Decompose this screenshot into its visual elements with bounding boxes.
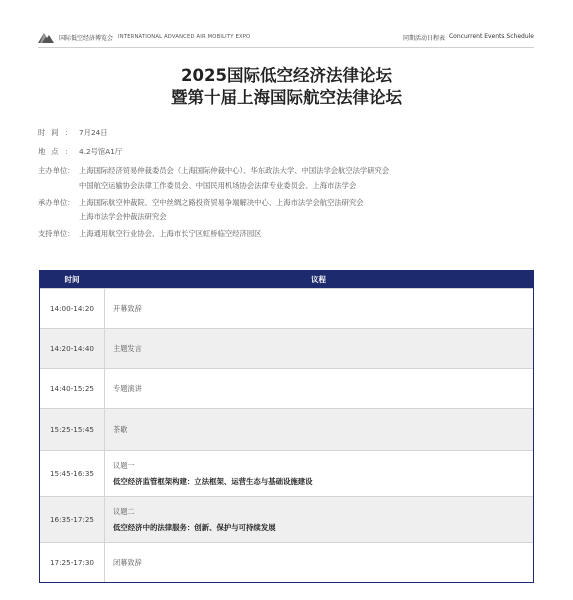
agenda-item-title: 闭幕致辞	[113, 557, 142, 567]
info-organizer-label: 承办单位：	[38, 197, 75, 207]
agenda-time: 16:35-17:25	[49, 515, 95, 524]
agenda-item	[104, 543, 533, 582]
agenda-item	[104, 497, 533, 542]
info-time-value: 7月24日	[79, 127, 108, 137]
header-divider	[38, 47, 534, 48]
table-row	[40, 450, 533, 496]
info-time-row	[38, 123, 538, 142]
info-host-row	[38, 161, 538, 180]
page-header	[38, 27, 534, 47]
info-support-line1: 上海通用航空行业协会、上海市长宁区虹桥临空经济园区	[79, 228, 262, 238]
agenda-time: 17:25-17:30	[49, 558, 95, 567]
agenda-time: 15:25-15:45	[49, 425, 95, 434]
info-place-row	[38, 142, 538, 161]
agenda-time: 14:40-15:25	[49, 384, 95, 393]
agenda-item-topic: 低空经济中的法律服务：创新、保护与可持续发展	[113, 522, 276, 532]
table-row	[40, 368, 533, 408]
agenda-time: 14:00-14:20	[49, 304, 95, 313]
info-support-label: 支持单位：	[38, 228, 75, 238]
table-row	[40, 328, 533, 368]
brand-name-cn: 国际低空经济博览会	[59, 34, 114, 42]
agenda-item	[104, 451, 533, 496]
agenda-time: 15:45-16:35	[49, 469, 95, 478]
header-subtitle	[403, 33, 534, 42]
agenda-item	[104, 289, 533, 328]
brand	[38, 31, 250, 43]
info-organizer-line1: 上海国际航空仲裁院、空中丝绸之路投资贸易争端解决中心、上海市法学会航空法研究会	[79, 197, 364, 207]
info-organizer-row	[38, 194, 538, 211]
info-time-label: 时间：	[38, 127, 78, 137]
table-row	[40, 496, 533, 542]
page-title-line1: 2025国际低空经济法律论坛	[181, 66, 392, 85]
header-subtitle-cn: 同期活动日程表	[402, 34, 445, 42]
agenda-header	[40, 271, 533, 288]
header-subtitle-en: Concurrent Events Schedule	[448, 32, 534, 40]
info-place-value: 4.2号馆A1厅	[79, 146, 123, 156]
event-info	[38, 123, 538, 242]
agenda-table	[39, 270, 534, 583]
agenda-item	[104, 369, 533, 408]
info-organizer-row-cont	[38, 211, 538, 225]
agenda-item	[104, 409, 533, 450]
agenda-item-title: 开幕致辞	[113, 303, 142, 313]
agenda-item-title: 议题一	[113, 460, 135, 470]
table-row	[40, 542, 533, 582]
table-row	[40, 408, 533, 450]
agenda-item-title: 议题二	[113, 506, 135, 516]
table-row	[40, 288, 533, 328]
agenda-item-topic: 低空经济监管框架构建：立法框架、运营生态与基础设施建设	[113, 476, 313, 486]
agenda-item-title: 主题发言	[113, 343, 142, 353]
agenda-col-time: 时间	[64, 275, 80, 284]
info-support-row	[38, 225, 538, 242]
info-host-line2: 中国航空运输协会法律工作委员会、中国民用机场协会法律专业委员会、上海市法学会	[79, 181, 357, 190]
agenda-item-title: 茶歇	[113, 424, 128, 434]
info-host-label: 主办单位：	[38, 165, 75, 175]
agenda-time: 14:20-14:40	[49, 344, 95, 353]
info-host-line1: 上海国际经济贸易仲裁委员会（上海国际仲裁中心）、华东政法大学、中国法学会航空法学研究会	[79, 165, 390, 175]
brand-name-en: INTERNATIONAL ADVANCED AIR MOBILITY EXPO	[118, 34, 251, 40]
page-title-line2: 暨第十届上海国际航空法律论坛	[171, 88, 402, 107]
agenda-col-item: 议程	[311, 275, 326, 284]
agenda-item-title: 专题演讲	[113, 383, 142, 393]
agenda-item	[104, 329, 533, 368]
mountain-logo-icon	[38, 31, 54, 43]
info-organizer-line2: 上海市法学会仲裁法研究会	[79, 212, 167, 221]
info-place-label: 地点：	[38, 146, 78, 156]
info-host-row-cont	[38, 180, 538, 194]
